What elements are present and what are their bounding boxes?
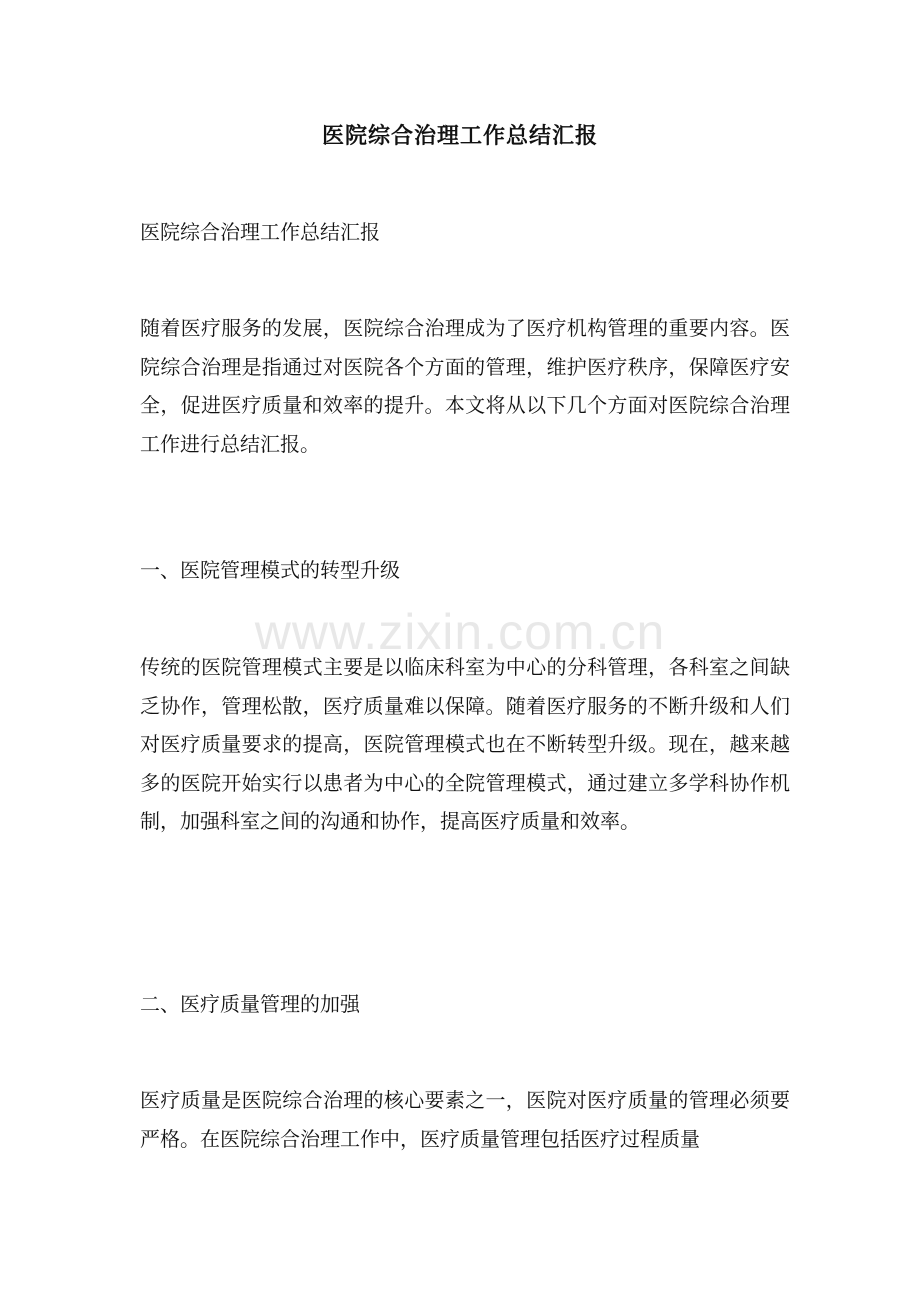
paragraph-intro: 随着医疗服务的发展，医院综合治理成为了医疗机构管理的重要内容。医院综合治理是指通过对医院各个方面的管理，维护医疗秩序，保障医疗安全，促进医疗质量和效率的提升。本文将从以下几个方面对医院综合治理工作进行总结汇报。 — [140, 316, 790, 456]
section-heading-2: 二、医疗质量管理的加强 — [140, 992, 360, 1016]
paragraph-section-2: 医疗质量是医院综合治理的核心要素之一，医院对医疗质量的管理必须要严格。在医院综合治理工作中，医疗质量管理包括医疗过程质量 — [140, 1088, 790, 1151]
watermark: www.zixin.com.cn — [254, 604, 666, 660]
document-subtitle: 医院综合治理工作总结汇报 — [140, 220, 380, 244]
paragraph-section-1: 传统的医院管理模式主要是以临床科室为中心的分科管理，各科室之间缺乏协作，管理松散，医疗质量难以保障。随着医疗服务的不断升级和人们对医疗质量要求的提高，医院管理模式也在不断转型升级。现在，越来越多的医院开始实行以患者为中心的全院管理模式，通过建立多学科协作机制，加强科室之间的沟通和协作，提高医疗质量和效率。 — [140, 655, 790, 833]
document-title: 医院综合治理工作总结汇报 — [321, 123, 598, 149]
section-heading-1: 一、医院管理模式的转型升级 — [140, 558, 400, 582]
